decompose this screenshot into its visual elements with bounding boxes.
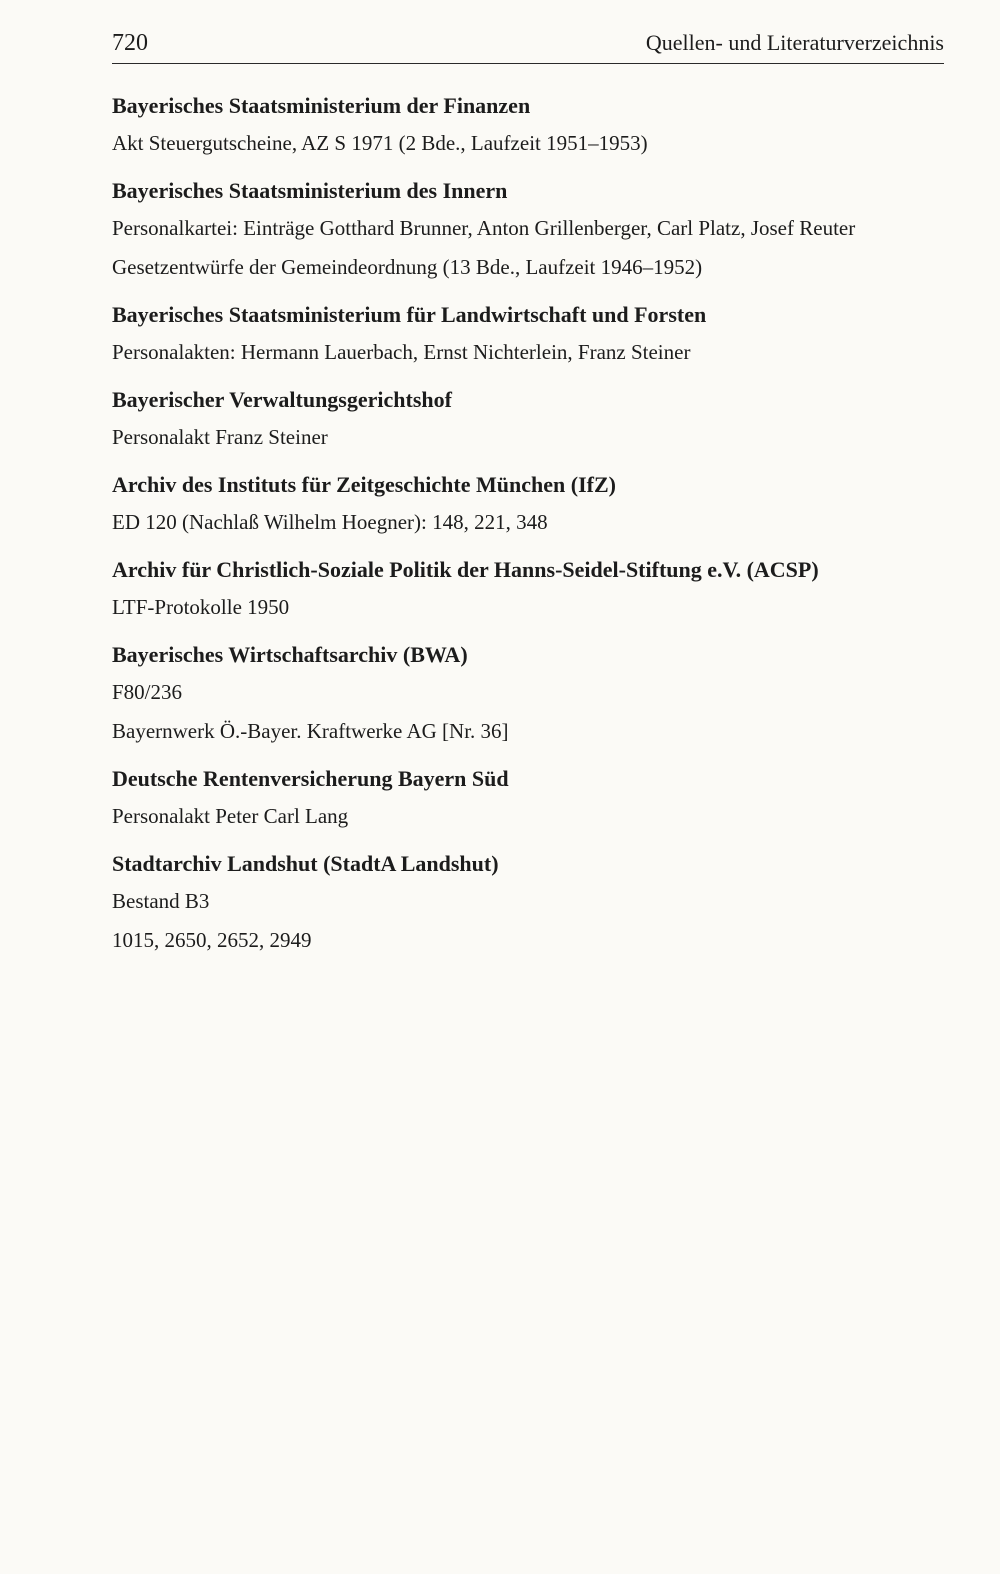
section-title: Stadtarchiv Landshut (StadtA Landshut) [112,851,499,876]
archive-section [112,640,944,746]
page-header [112,28,944,64]
entry: F80/236 [112,680,183,704]
bibliography-list [112,91,944,973]
section-title: Bayerisches Staatsministerium für Landwirtschaft und Forsten [112,302,707,327]
section-title: Archiv für Christlich-Soziale Politik der Hanns-Seidel-Stiftung e.V. (ACSP) [112,557,819,582]
section-title: Archiv des Instituts für Zeitgeschichte München (IfZ) [112,472,616,497]
entry: Personalakten: Hermann Lauerbach, Ernst Nichterlein, Franz Steiner [112,340,691,364]
section-title: Bayerischer Verwaltungsgerichtshof [112,387,452,412]
archive-section [112,91,944,158]
entry: Gesetzentwürfe der Gemeindeordnung (13 Bde., Laufzeit 1946–1952) [112,255,703,279]
section-title: Bayerisches Staatsministerium des Innern [112,178,508,203]
archive-section [112,470,944,537]
archive-section [112,176,944,282]
entry: Bestand B3 [112,889,210,913]
entry: Akt Steuergutscheine, AZ S 1971 (2 Bde., Laufzeit 1951–1953) [112,131,648,155]
entry: ED 120 (Nachlaß Wilhelm Hoegner): 148, 221, 348 [112,510,548,534]
entry: LTF-Protokolle 1950 [112,595,290,619]
archive-section [112,555,944,622]
section-title: Bayerisches Staatsministerium der Finanzen [112,93,531,118]
archive-section [112,385,944,452]
page-number: 720 [112,30,148,56]
entry: Personalakt Peter Carl Lang [112,804,349,828]
archive-section [112,849,944,955]
archive-section [112,300,944,367]
entry: Bayernwerk Ö.-Bayer. Kraftwerke AG [Nr. 36] [112,719,509,743]
section-title: Bayerisches Wirtschaftsarchiv (BWA) [112,642,468,667]
entry: Personalakt Franz Steiner [112,425,328,449]
entry: 1015, 2650, 2652, 2949 [112,928,312,952]
section-title: Deutsche Rentenversicherung Bayern Süd [112,766,509,791]
entry: Personalkartei: Einträge Gotthard Brunner, Anton Grillenberger, Carl Platz, Josef Reuter [112,216,856,240]
archive-section [112,764,944,831]
running-title: Quellen- und Literaturverzeichnis [645,30,944,55]
header-rule [112,63,944,64]
